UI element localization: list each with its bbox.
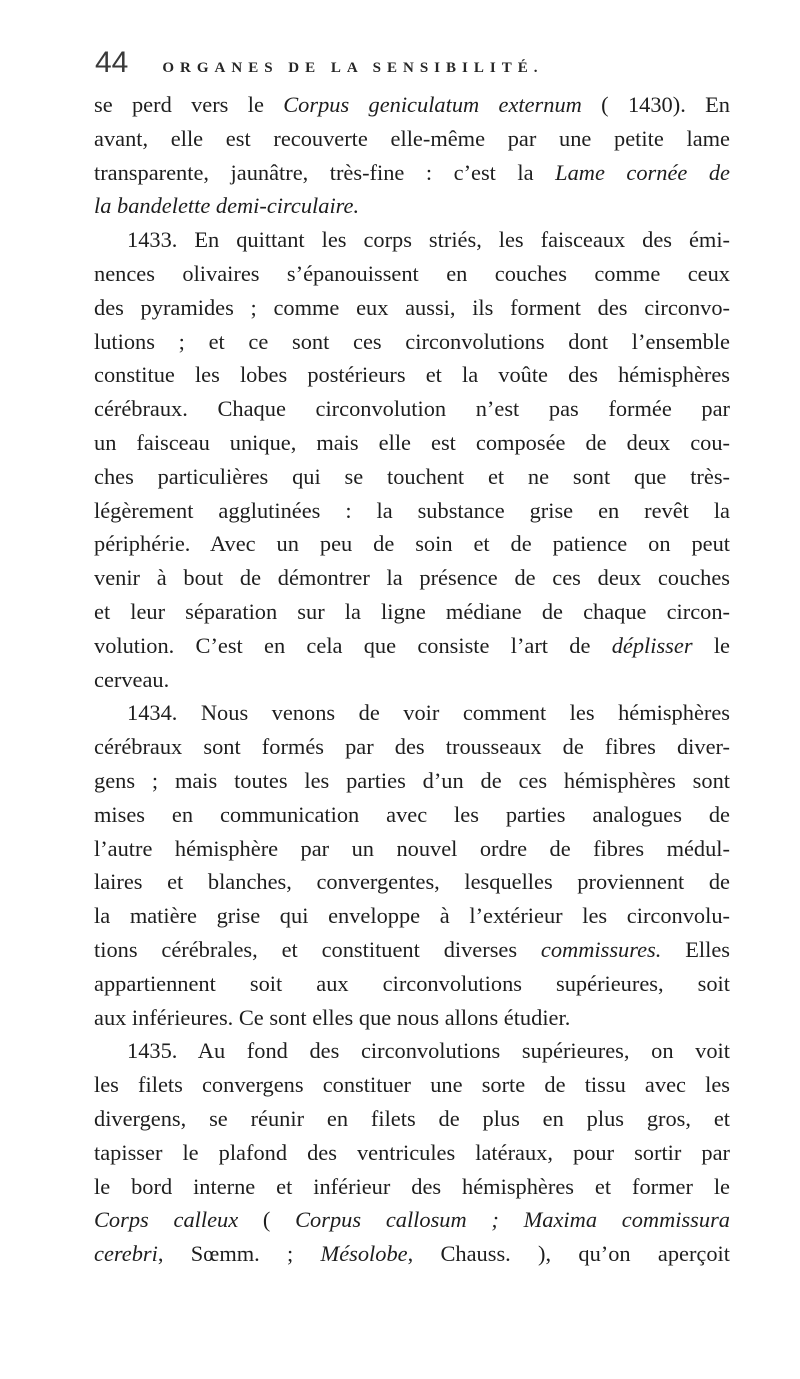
text-line: transparente, jaunâtre, très-fine : c’est la Lame cornée de (94, 159, 730, 185)
text-line: nences olivaires s’épanouissent en couches comme ceux (94, 260, 730, 286)
text-line: les filets convergens constituer une sorte de tissu avec les (94, 1072, 730, 1098)
text-line: cerveau. (94, 666, 170, 692)
text-line: se perd vers le Corpus geniculatum externum ( 1430). En (94, 92, 730, 117)
text-line: le bord interne et inférieur des hémisphères et former le (94, 1173, 730, 1199)
text-line: ches particulières qui se touchent et ne sont que très- (94, 463, 730, 489)
text-line: 1435. Au fond des circonvolutions supérieures, on voit (127, 1038, 730, 1064)
text-line: lutions ; et ce sont ces circonvolutions dont l’ensemble (94, 328, 730, 354)
text-line: et leur séparation sur la ligne médiane de chaque circon- (94, 598, 730, 624)
text-line: un faisceau unique, mais elle est composée de deux cou- (94, 429, 730, 455)
text-line: avant, elle est recouverte elle-même par une petite lame (94, 125, 730, 151)
text-line: des pyramides ; comme eux aussi, ils forment des circonvo- (94, 294, 730, 320)
text-line: l’autre hémisphère par un nouvel ordre de fibres médul- (94, 835, 730, 861)
text-line: tapisser le plafond des ventricules latéraux, pour sortir par (94, 1139, 730, 1165)
text-line: tions cérébrales, et constituent diverses commissures. Elles (94, 936, 730, 962)
body-text (94, 88, 730, 1271)
text-line: mises en communication avec les parties analogues de (94, 801, 730, 827)
text-line: légèrement agglutinées : la substance grise en revêt la (94, 497, 730, 523)
text-line: la matière grise qui enveloppe à l’extérieur les circonvolu- (94, 903, 730, 929)
text-line: laires et blanches, convergentes, lesquelles proviennent de (94, 869, 730, 895)
running-title: ORGANES DE LA SENSIBILITÉ. (162, 60, 544, 76)
text-line: gens ; mais toutes les parties d’un de ces hémisphères sont (94, 767, 730, 793)
text-line: venir à bout de démontrer la présence de ces deux couches (94, 565, 730, 591)
page-number: 44 (95, 46, 129, 79)
text-line: Corps calleux ( Corpus callosum ; Maxima commissura (94, 1207, 730, 1233)
text-line: volution. C’est en cela que consiste l’art de déplisser le (94, 632, 730, 658)
text-line: 1434. Nous venons de voir comment les hémisphères (127, 700, 730, 726)
text-line: cerebri, Sœmm. ; Mésolobe, Chauss. ), qu’on aperçoit (94, 1241, 730, 1267)
text-line: aux inférieures. Ce sont elles que nous allons étudier. (94, 1004, 571, 1030)
text-line: cérébraux. Chaque circonvolution n’est pas formée par (94, 396, 730, 422)
text-line: divergens, se réunir en filets de plus en plus gros, et (94, 1105, 730, 1131)
text-line: cérébraux sont formés par des trousseaux de fibres diver- (94, 734, 730, 760)
text-line: appartiennent soit aux circonvolutions supérieures, soit (94, 970, 730, 996)
text-line: 1433. En quittant les corps striés, les faisceaux des émi- (127, 227, 730, 253)
text-line: constitue les lobes postérieurs et la voûte des hémisphères (94, 362, 730, 388)
running-header (95, 46, 695, 86)
text-line: périphérie. Avec un peu de soin et de patience on peut (94, 531, 730, 557)
text-line: la bandelette demi-circulaire. (94, 193, 360, 219)
